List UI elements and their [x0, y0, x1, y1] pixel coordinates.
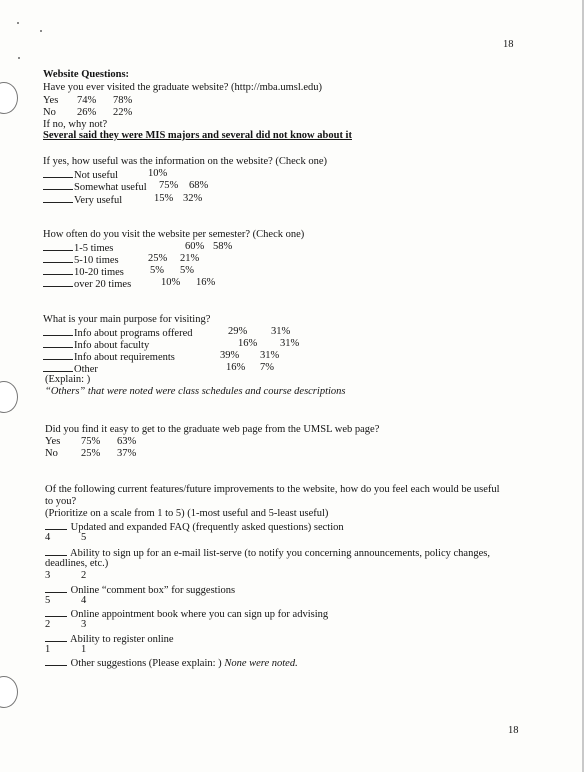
- explain-label: (Explain: ): [45, 374, 91, 385]
- answer-row: No 25% 37%: [45, 448, 137, 459]
- option-row: over 20 times 10% 16%: [43, 277, 131, 291]
- rating-scale: (Prioritize on a scale from 1 to 5) (1-most useful and 5-least useful): [45, 508, 329, 519]
- why-not-note: Several said they were MIS majors and several did not know about it: [43, 130, 352, 141]
- others-note: “Others” that were noted were class schedules and course descriptions: [45, 386, 346, 397]
- question-purpose: What is your main purpose for visiting?: [43, 314, 211, 325]
- option-row: 5-10 times 25% 21%: [43, 253, 119, 267]
- feature-ratings: 2 3: [45, 619, 87, 630]
- feature-item: Ability to register online: [45, 632, 174, 646]
- option-row: 10-20 times 5% 5%: [43, 265, 124, 279]
- option-row: Info about faculty 16% 31%: [43, 338, 149, 352]
- feature-ratings: 1 1: [45, 644, 87, 655]
- punch-hole: [0, 381, 18, 413]
- answer-row: Yes 75% 63%: [45, 436, 137, 447]
- other-suggestions: Other suggestions (Please explain: ) None were noted.: [45, 656, 298, 670]
- feature-item: Online appointment book where you can sign up for advising: [45, 607, 328, 621]
- question-features-line1: Of the following current features/future improvements to the website, how do you feel each would be useful: [45, 484, 500, 495]
- feature-item: Ability to sign up for an e-mail list-serve (to notify you concerning announcements, policy changes,: [45, 546, 490, 560]
- feature-item: Updated and expanded FAQ (frequently asked questions) section: [45, 520, 344, 534]
- question-navigation: Did you find it easy to get to the graduate web page from the UMSL web page?: [45, 424, 380, 435]
- option-row: 1-5 times 60% 58%: [43, 241, 113, 255]
- punch-hole: [0, 82, 18, 114]
- feature-item: Online “comment box” for suggestions: [45, 583, 235, 597]
- why-not-label: If no, why not?: [43, 119, 108, 130]
- answer-row: No 26% 22%: [43, 107, 133, 118]
- scan-speck: [40, 30, 42, 32]
- section-heading: Website Questions:: [43, 69, 130, 80]
- option-row: Not useful 10%: [43, 168, 118, 182]
- option-row: Info about requirements 39% 31%: [43, 350, 175, 364]
- option-row: Very useful 15% 32%: [43, 193, 122, 207]
- scan-speck: [17, 22, 19, 24]
- option-row: Somewhat useful 75% 68%: [43, 180, 147, 194]
- scan-speck: [18, 57, 20, 59]
- page-number-top: 18: [503, 39, 514, 50]
- question-visited: Have you ever visited the graduate website? (http://mba.umsl.edu): [43, 82, 323, 93]
- answer-row: Yes 74% 78%: [43, 95, 133, 106]
- page-number-bottom: 18: [508, 725, 519, 736]
- option-row: Info about programs offered 29% 31%: [43, 326, 192, 340]
- option-row: Other 16% 7%: [43, 362, 98, 376]
- question-features-line2: to you?: [45, 496, 77, 507]
- punch-hole: [0, 676, 18, 708]
- question-usefulness: If yes, how useful was the information on the website? (Check one): [43, 156, 328, 167]
- feature-ratings: 3 2: [45, 570, 87, 581]
- feature-item-continued: deadlines, etc.): [45, 558, 109, 569]
- question-frequency: How often do you visit the website per semester? (Check one): [43, 229, 305, 240]
- feature-ratings: 5 4: [45, 595, 87, 606]
- feature-ratings: 4 5: [45, 532, 87, 543]
